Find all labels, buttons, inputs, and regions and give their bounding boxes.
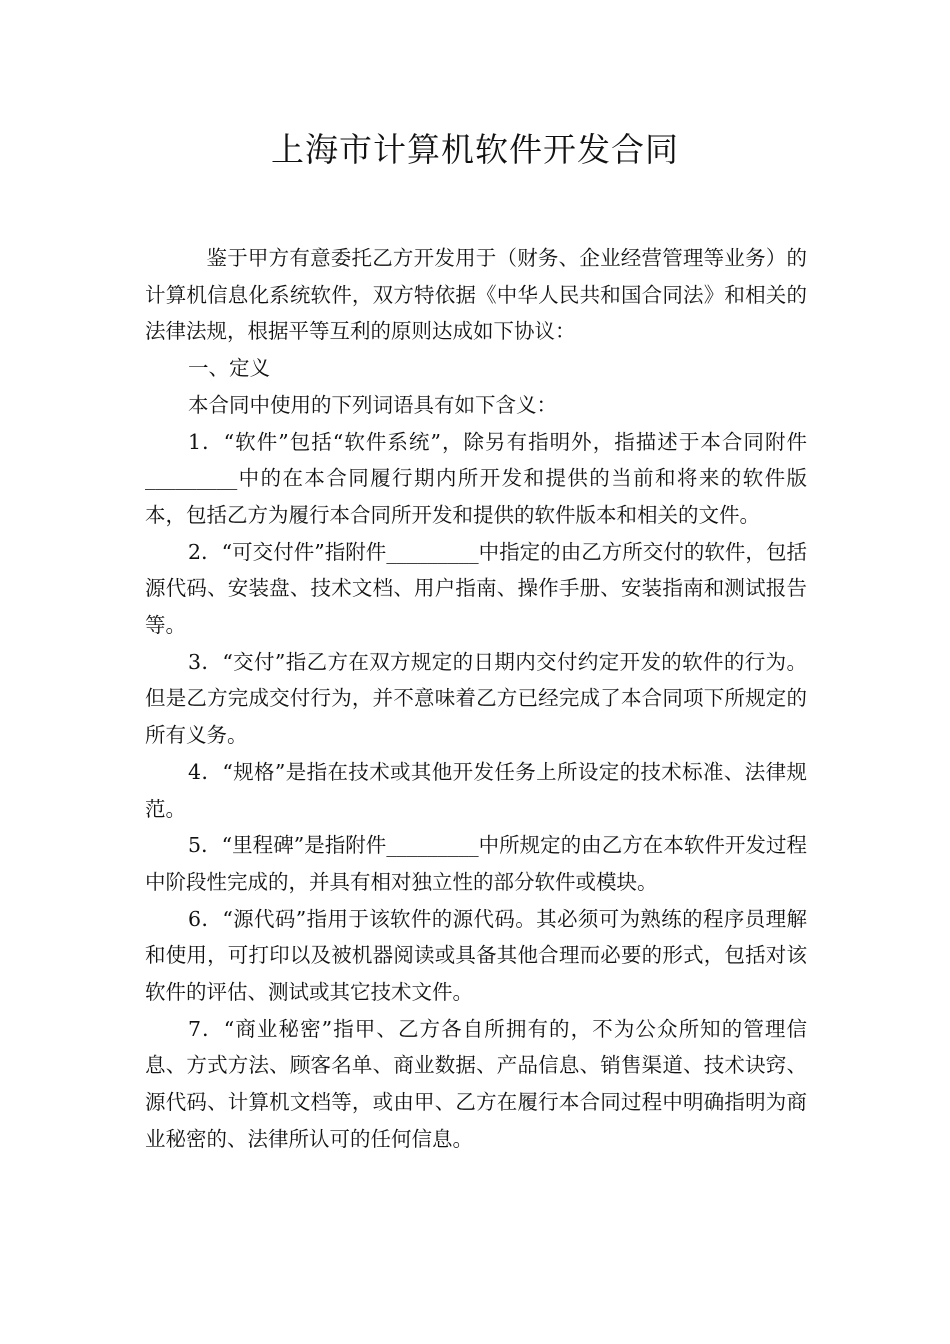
definition-software: 1．“软件”包括“软件系统”，除另有指明外，指描述于本合同附件_________中的在本合同履行期内所开发和提供的当前和将来的软件版本，包括乙方为履行本合同所开发和提供的软件版本和相关的文件。 [145, 429, 807, 527]
section-heading-definitions: 一、定义 [188, 356, 271, 381]
document-body [145, 240, 807, 1158]
definition-milestone: 5．“里程碑”是指附件_________中所规定的由乙方在本软件开发过程中阶段性完成的，并具有相对独立性的部分软件或模块。 [145, 833, 807, 894]
document-title: 上海市计算机软件开发合同 [271, 130, 679, 169]
definition-source-code: 6．“源代码”指用于该软件的源代码。其必须可为熟练的程序员理解和使用，可打印以及被机器阅读或具备其他合理而必要的形式，包括对该软件的评估、测试或其它技术文件。 [145, 906, 807, 1005]
definitions-lead-in: 本合同中使用的下列词语具有如下含义： [188, 392, 558, 417]
definition-delivery: 3．“交付”指乙方在双方规定的日期内交付约定开发的软件的行为。但是乙方完成交付行为，并不意味着乙方已经完成了本合同项下所规定的所有义务。 [145, 649, 807, 748]
definition-trade-secret: 7．“商业秘密”指甲、乙方各自所拥有的，不为公众所知的管理信息、方式方法、顾客名单、商业数据、产品信息、销售渠道、技术诀窍、源代码、计算机文档等，或由甲、乙方在履行本合同过程中明确指明为商业秘密的、法律所认可的任何信息。 [145, 1016, 807, 1151]
definition-specification: 4．“规格”是指在技术或其他开发任务上所设定的技术标准、法律规范。 [145, 759, 807, 821]
definition-deliverables: 2．“可交付件”指附件_________中指定的由乙方所交付的软件，包括源代码、安装盘、技术文档、用户指南、操作手册、安装指南和测试报告等。 [145, 539, 807, 638]
intro-paragraph: 鉴于甲方有意委托乙方开发用于（财务、企业经营管理等业务）的计算机信息化系统软件，双方特依据《中华人民共和国合同法》和相关的法律法规，根据平等互利的原则达成如下协议： [145, 246, 807, 344]
